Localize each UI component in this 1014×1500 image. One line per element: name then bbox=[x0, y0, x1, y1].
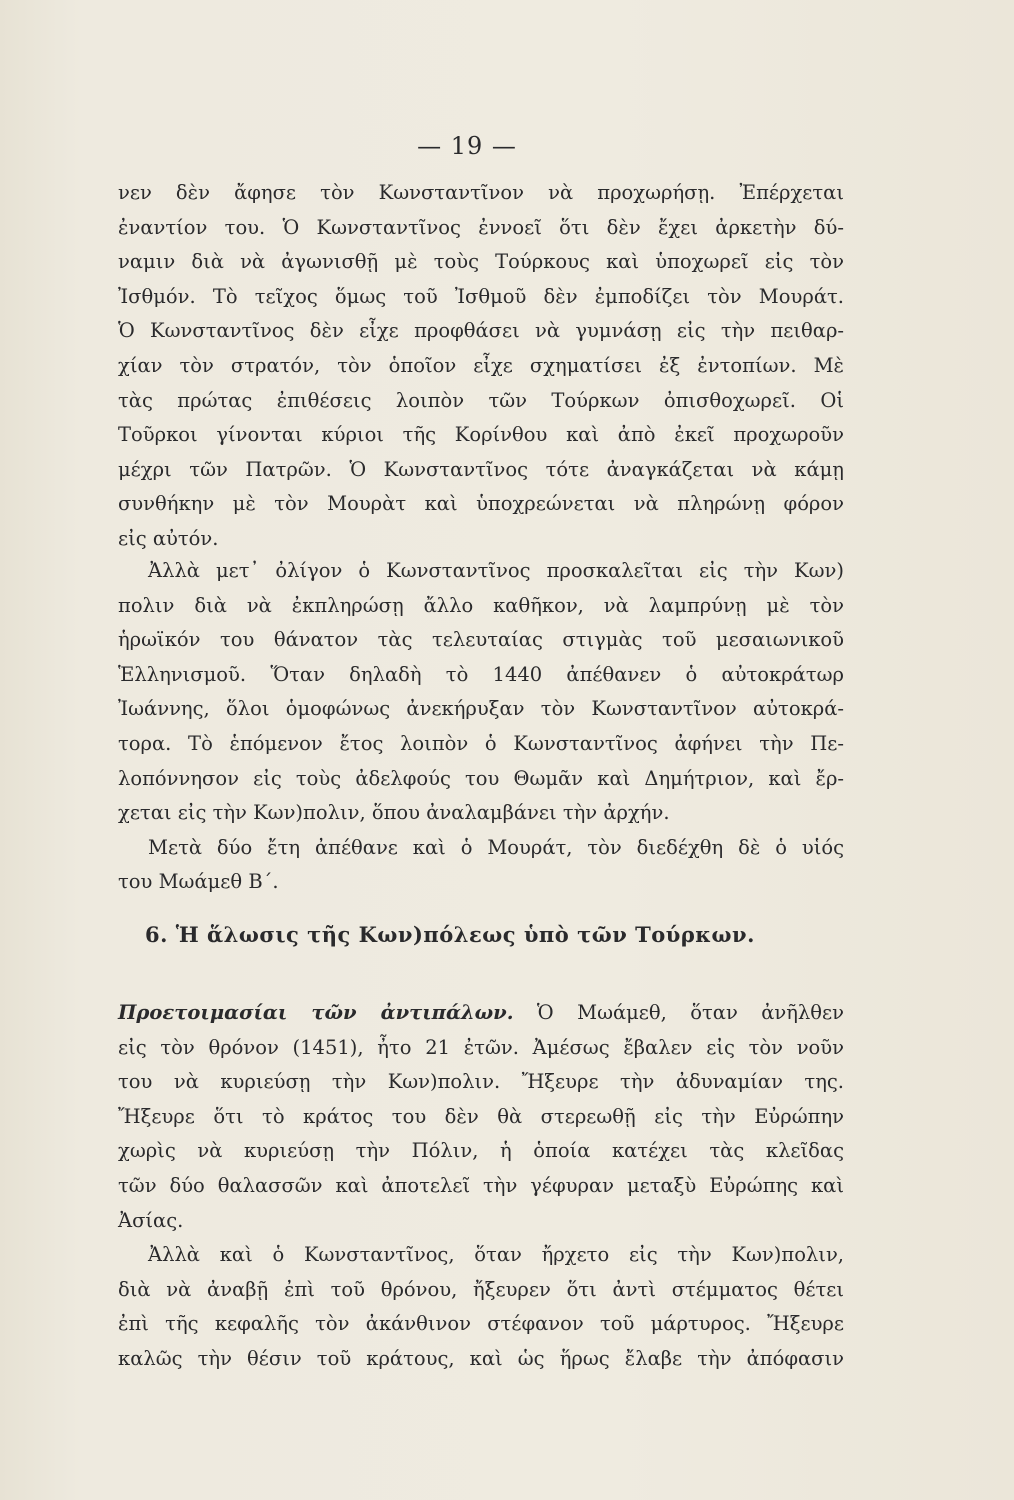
text-line: Ἰσθμόν. Τὸ τεῖχος ὅμως τοῦ Ἰσθμοῦ δὲν ἐμποδίζει τὸν Μουράτ. bbox=[118, 284, 844, 308]
paragraph-3 bbox=[118, 996, 844, 1377]
section-heading: 6. Ἡ ἅλωσις τῆς Κων)πόλεως ὑπὸ τῶν Τούρκων. bbox=[145, 922, 755, 947]
text-line: συνθήκην μὲ τὸν Μουρὰτ καὶ ὑποχρεώνεται νὰ πληρώνῃ φόρον bbox=[118, 492, 844, 516]
text-line: εἰς αὐτόν. bbox=[118, 526, 219, 550]
text-line: Ἰωάννης, ὅλοι ὁμοφώνως ἀνεκήρυξαν τὸν Κωνσταντῖνον αὐτοκρά- bbox=[118, 697, 844, 721]
text-line: τῶν δύο θαλασσῶν καὶ ἀποτελεῖ τὴν γέφυραν μεταξὺ Εὐρώπης καὶ bbox=[118, 1173, 844, 1197]
text-line: Μετὰ δύο ἔτη ἀπέθανε καὶ ὁ Μουράτ, τὸν διεδέχθη δὲ ὁ υἱός bbox=[148, 835, 844, 859]
paragraph-lead: Προετοιμασίαι τῶν ἀντιπάλων. bbox=[118, 1001, 514, 1024]
text-line: εἰς τὸν θρόνον (1451), ἦτο 21 ἐτῶν. Ἀμέσως ἔβαλεν εἰς τὸν νοῦν bbox=[118, 1035, 844, 1059]
text-line: Ἑλληνισμοῦ. Ὅταν δηλαδὴ τὸ 1440 ἀπέθανεν ὁ αὐτοκράτωρ bbox=[118, 662, 844, 686]
text-line: Τοῦρκοι γίνονται κύριοι τῆς Κορίνθου καὶ ἀπὸ ἐκεῖ προχωροῦν bbox=[118, 423, 844, 447]
text-line: τορα. Τὸ ἑπόμενον ἔτος λοιπὸν ὁ Κωνσταντῖνος ἀφήνει τὴν Πε- bbox=[118, 731, 844, 755]
text-line: του Μωάμεθ Β΄. bbox=[118, 870, 279, 894]
text-line bbox=[118, 996, 844, 1031]
text-line: ἡρωϊκόν του θάνατον τὰς τελευταίας στιγμὰς τοῦ μεσαιωνικοῦ bbox=[118, 628, 844, 652]
text-line: ναμιν διὰ νὰ ἀγωνισθῇ μὲ τοὺς Τούρκους καὶ ὑποχωρεῖ εἰς τὸν bbox=[118, 250, 844, 274]
text-line: λοπόννησον εἰς τοὺς ἀδελφούς του Θωμᾶν καὶ Δημήτριον, καὶ ἔρ- bbox=[118, 766, 844, 790]
page-number: — 19 — bbox=[417, 132, 517, 160]
text-line: χωρὶς νὰ κυριεύσῃ τὴν Πόλιν, ἡ ὁποία κατέχει τὰς κλεῖδας bbox=[118, 1139, 844, 1163]
text-line: ἐναντίον του. Ὁ Κωνσταντῖνος ἐννοεῖ ὅτι δὲν ἔχει ἀρκετὴν δύ- bbox=[118, 215, 844, 239]
text-line: Ὁ Κωνσταντῖνος δὲν εἶχε προφθάσει νὰ γυμνάσῃ εἰς τὴν πειθαρ- bbox=[118, 319, 844, 343]
text-line-rest: Ὁ Μωάμεθ, ὅταν ἀνῆλθεν bbox=[513, 1001, 844, 1024]
text-line: χεται εἰς τὴν Κων)πολιν, ὅπου ἀναλαμβάνει τὴν ἀρχήν. bbox=[118, 801, 670, 825]
text-line: διὰ νὰ ἀναβῇ ἐπὶ τοῦ θρόνου, ἤξευρεν ὅτι ἀντὶ στέμματος θέτει bbox=[118, 1277, 844, 1301]
text-line: Ἀσίας. bbox=[118, 1208, 184, 1232]
text-line: Ἀλλὰ μετ᾽ ὀλίγον ὁ Κωνσταντῖνος προσκαλεῖται εἰς τὴν Κων) bbox=[148, 559, 844, 582]
text-line: του νὰ κυριεύσῃ τὴν Κων)πολιν. Ἤξευρε τὴν ἀδυναμίαν της. bbox=[118, 1070, 844, 1094]
text-line: τὰς πρώτας ἐπιθέσεις λοιπὸν τῶν Τούρκων ὀπισθοχωρεῖ. Οἱ bbox=[118, 388, 844, 412]
text-line: μέχρι τῶν Πατρῶν. Ὁ Κωνσταντῖνος τότε ἀναγκάζεται νὰ κάμῃ bbox=[118, 457, 844, 481]
paragraph-2 bbox=[118, 554, 844, 900]
text-line: Ἀλλὰ καὶ ὁ Κωνσταντῖνος, ὅταν ἤρχετο εἰς τὴν Κων)πολιν, bbox=[148, 1243, 844, 1267]
paragraph-1 bbox=[118, 176, 844, 557]
text-line: χίαν τὸν στρατόν, τὸν ὁποῖον εἶχε σχηματίσει ἐξ ἐντοπίων. Μὲ bbox=[118, 353, 844, 377]
text-line: Ἤξευρε ὅτι τὸ κράτος του δὲν θὰ στερεωθῇ εἰς τὴν Εὐρώπην bbox=[118, 1104, 844, 1128]
text-line: νεν δὲν ἄφησε τὸν Κωνσταντῖνον νὰ προχωρήσῃ. Ἐπέρχεται bbox=[118, 181, 844, 204]
text-line: ἐπὶ τῆς κεφαλῆς τὸν ἀκάνθινον στέφανον τοῦ μάρτυρος. Ἤξευρε bbox=[118, 1312, 844, 1336]
text-line: καλῶς τὴν θέσιν τοῦ κράτους, καὶ ὡς ἥρως ἔλαβε τὴν ἀπόφασιν bbox=[118, 1346, 844, 1370]
text-line: πολιν διὰ νὰ ἐκπληρώσῃ ἄλλο καθῆκον, νὰ λαμπρύνῃ μὲ τὸν bbox=[118, 593, 844, 617]
